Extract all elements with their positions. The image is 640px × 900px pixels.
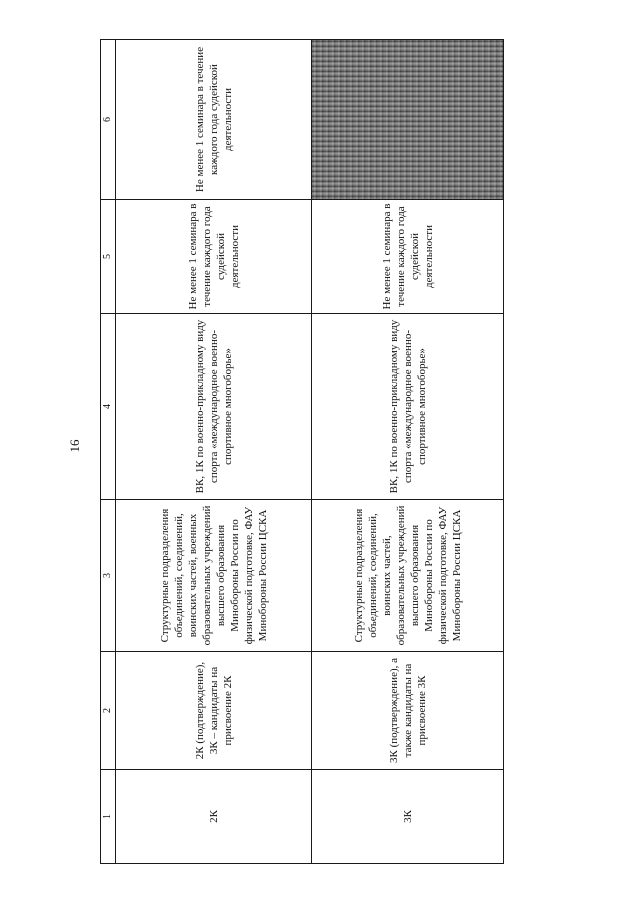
table-row [116,40,312,864]
category-text: 3К [401,810,414,823]
candidates-cell [312,652,504,770]
seminar-frequency-text: Не менее 1 семинара в течение каждого года судейской деятельности [380,203,435,310]
column-number: 1 [101,770,116,864]
category-text: 2К [207,810,220,823]
organizer-text: Структурные подразделения объединений, соединений, воинских частей, образовательных учреждений высшего образования Минобороны России по физической подготовке, ФАУ Минобороны России ЦСКА [352,505,463,646]
column-number: 5 [101,200,116,314]
scan-noise-cell [312,40,504,200]
page-number: 16 [67,439,82,453]
instructor-category-cell [116,314,312,500]
table-header-row [101,40,116,864]
seminar-frequency-cell [116,40,312,200]
organizer-text: Структурные подразделения объединений, соединений, воинских частей, военных образовательных учреждений высшего образования Минобороны России по физической подготовке, ФАУ Минобороны России ЦСКА [158,505,269,646]
seminar-frequency-text: Не менее 1 семинара в течение каждого года судейской деятельности [193,46,234,193]
seminar-frequency-cell [312,200,504,314]
instructor-category-text: ВК, 1К по военно-прикладному виду спорта «международное военно-спортивное многоборье» [387,319,428,494]
seminar-frequency-text: Не менее 1 семинара в течение каждого года судейской деятельности [186,203,241,310]
column-number: 4 [101,314,116,500]
column-number: 3 [101,500,116,652]
organizer-cell [312,500,504,652]
candidates-text: 3К (подтверждение), а также кандидаты на присвоение 3К [387,658,428,764]
candidates-text: 2К (подтверждение), 3К – кандидаты на присвоение 2К [193,661,234,760]
instructor-category-cell [312,314,504,500]
organizer-cell [116,500,312,652]
category-cell [312,770,504,864]
column-number: 2 [101,652,116,770]
requirements-table [100,39,504,864]
table-row [312,40,504,864]
category-cell [116,770,312,864]
candidates-cell [116,652,312,770]
seminar-frequency-cell [116,200,312,314]
column-number: 6 [101,40,116,200]
instructor-category-text: ВК, 1К по военно-прикладному виду спорта «международное военно-спортивное многоборье» [193,319,234,494]
